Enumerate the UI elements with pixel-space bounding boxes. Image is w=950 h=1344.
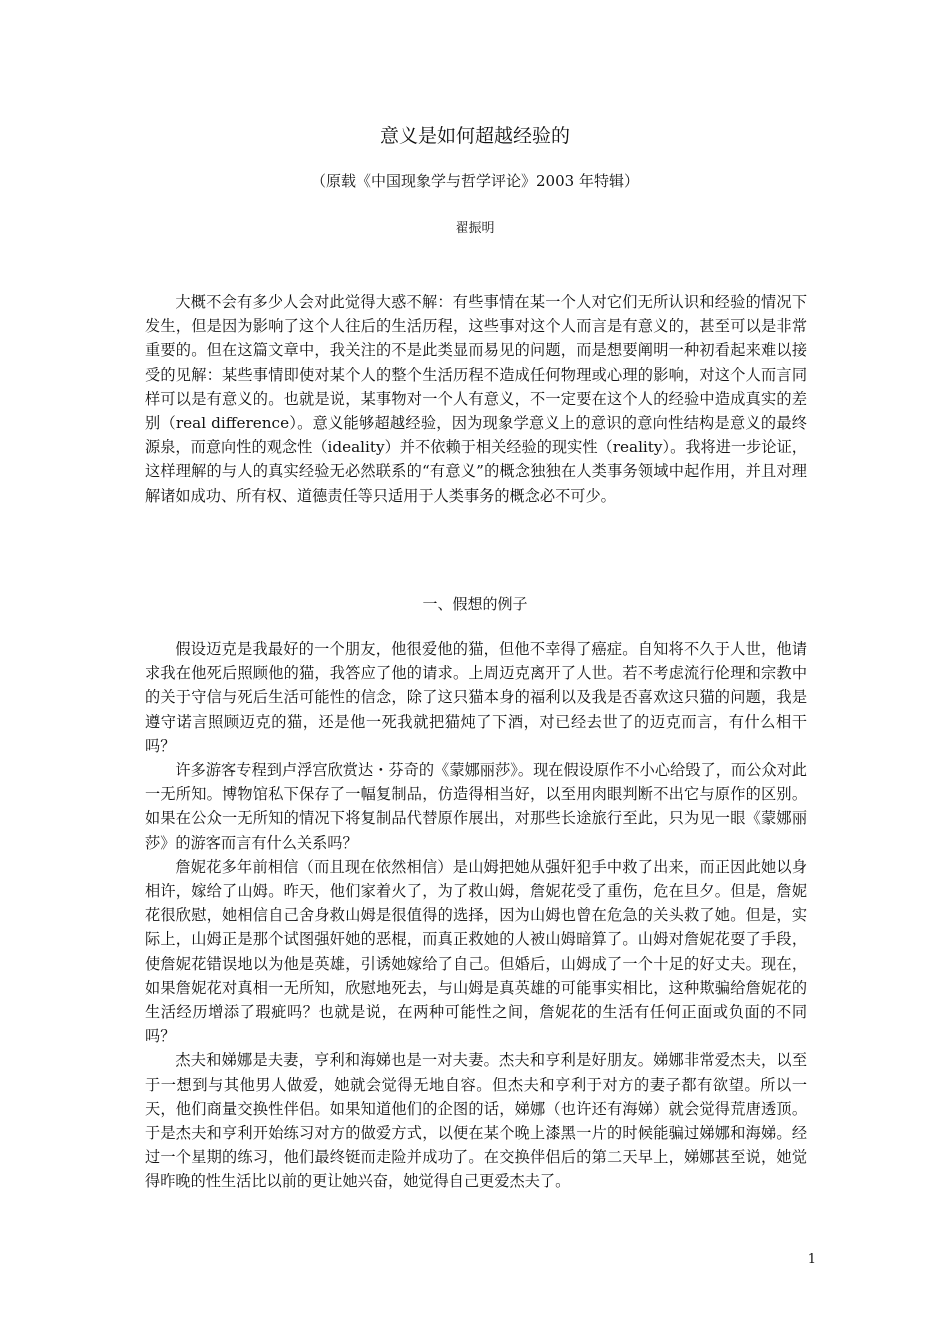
author-name: 翟振明 xyxy=(455,221,495,236)
page-title: 意义是如何超越经验的 xyxy=(379,125,570,147)
publication-note: （原载《中国现象学与哲学评论》2003 年特辑） xyxy=(311,172,639,190)
body-paragraph: 假设迈克是我最好的一个朋友，他很爱他的猫，但他不幸得了癌症。自知将不久于人世，他请求我在他死后照顾他的猫，我答应了他的请求。上周迈克离开了人世。若不考虑流行伦理和宗教中的关于守信与死后生活可能性的信念，除了这只猫本身的福利以及我是否喜欢这只猫的问题，我是遵守诺言照顾迈克的猫，还是他一死我就把猫炖了下酒，对已经去世了的迈克而言，有什么相干吗？ xyxy=(145,640,807,755)
body-paragraph: 詹妮花多年前相信（而且现在依然相信）是山姆把她从强奸犯手中救了出来，而正因此她以身相许，嫁给了山姆。昨天，他们家着火了，为了救山姆，詹妮花受了重伤，危在旦夕。但是，詹妮花很欣慰，她相信自己舍身救山姆是很值得的选择，因为山姆也曾在危急的关头救了她。但是，实际上，山姆正是那个试图强奸她的恶棍，而真正救她的人被山姆暗算了。山姆对詹妮花耍了手段，使詹妮花错误地以为他是英雄，引诱她嫁给了自己。但婚后，山姆成了一个十足的好丈夫。现在，如果詹妮花对真相一无所知，欣慰地死去，与山姆是真英雄的可能事实相比，这种欺骗给詹妮花的生活经历增添了瑕疵吗？也就是说，在两种可能性之间，詹妮花的生活有任何正面或负面的不同吗？ xyxy=(145,857,807,1046)
abstract-paragraph: 大概不会有多少人会对此觉得大惑不解：有些事情在某一个人对它们无所认识和经验的情况下发生，但是因为影响了这个人往后的生活历程，这些事对这个人而言是有意义的，甚至可以是非常重要的。但在这篇文章中，我关注的不是此类显而易见的问题，而是想要阐明一种初看起来难以接受的见解：某些事情即使对某个人的整个生活历程不造成任何物理或心理的影响，对这个人而言同样可以是有意义的。也就是说，某事物对一个人有意义，不一定要在这个人的经验中造成真实的差别（real difference）。意义能够超越经验，因为现象学意义上的意识的意向性结构是意义的最终源泉，而意向性的观念性（ideality）并不依赖于相关经验的现实性（reality）。我将进一步论证，这样理解的与人的真实经验无必然联系的“有意义”的概念独独在人类事务领域中起作用，并且对理解诸如成功、所有权、道德责任等只适用于人类事务的概念必不可少。 xyxy=(145,293,807,505)
section-heading: 一、假想的例子 xyxy=(422,595,528,613)
body-paragraph: 许多游客专程到卢浮宫欣赏达・芬奇的《蒙娜丽莎》。现在假设原作不小心给毁了，而公众对此一无所知。博物馆私下保存了一幅复制品，仿造得相当好，以至用肉眼判断不出它与原作的区别。如果在公众一无所知的情况下将复制品代替原作展出，对那些长途旅行至此，只为见一眼《蒙娜丽莎》的游客而言有什么关系吗？ xyxy=(145,761,807,852)
abstract xyxy=(145,290,807,508)
body-paragraph: 杰夫和娣娜是夫妻，亨利和海娣也是一对夫妻。杰夫和亨利是好朋友。娣娜非常爱杰夫，以至于一想到与其他男人做爱，她就会觉得无地自容。但杰夫和亨利于对方的妻子都有欲望。所以一天，他们商量交换性伴侣。如果知道他们的企图的话，娣娜（也许还有海娣）就会觉得荒唐透顶。于是杰夫和亨利开始练习对方的做爱方式，以便在某个晚上漆黑一片的时候能骗过娣娜和海娣。经过一个星期的练习，他们最终铤而走险并成功了。在交换伴侣后的第二天早上，娣娜甚至说，她觉得昨晚的性生活比以前的更让她兴奋，她觉得自己更爱杰夫了。 xyxy=(145,1051,807,1191)
page-number: 1 xyxy=(807,1252,816,1267)
main-text xyxy=(145,637,807,1194)
